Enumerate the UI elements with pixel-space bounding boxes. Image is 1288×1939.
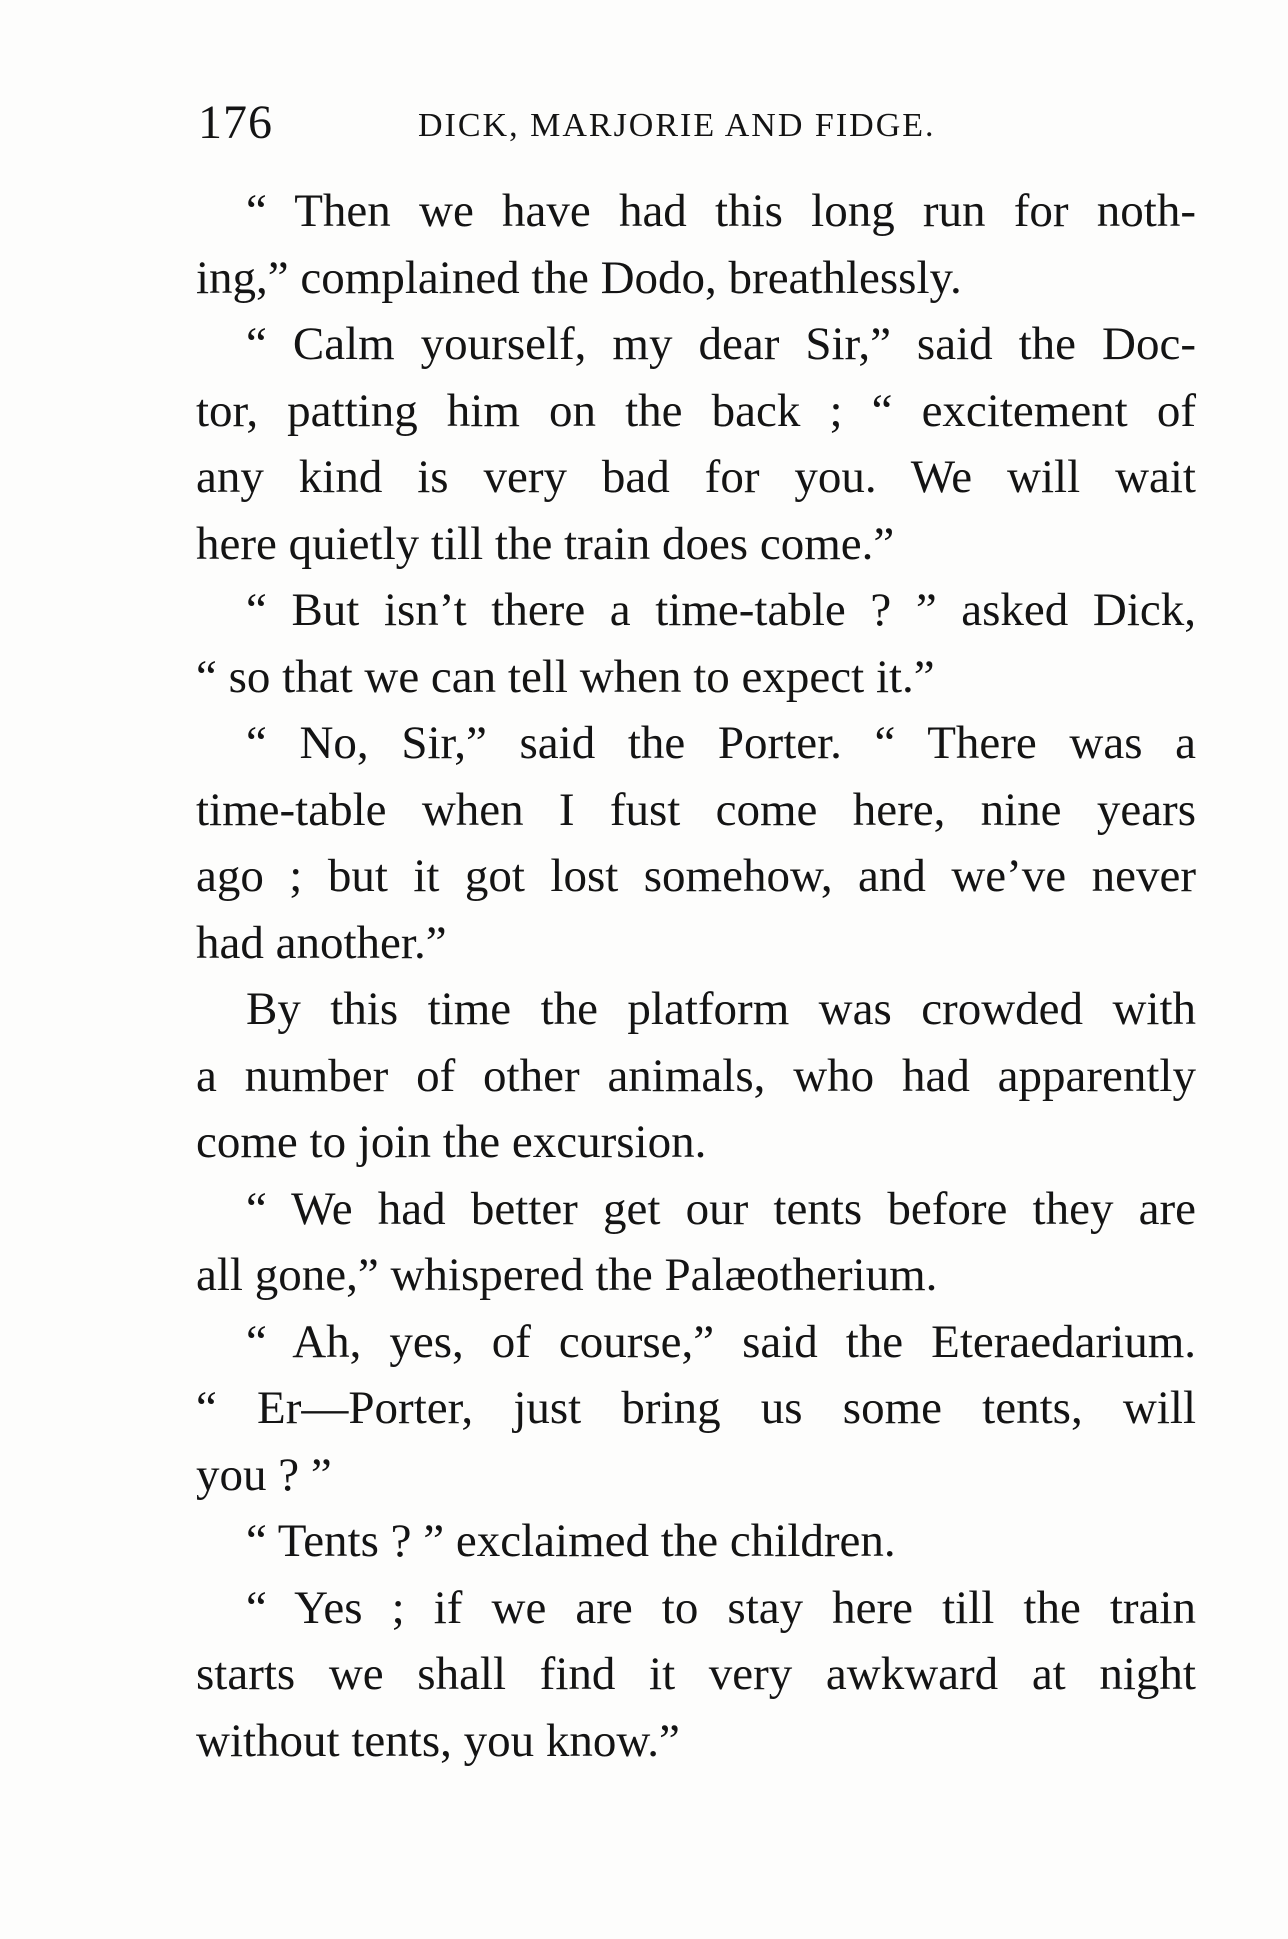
- text-line: “ We had better get our tents before they are: [246, 1182, 1196, 1235]
- text-line: come to join the excursion.: [196, 1116, 707, 1168]
- text-line: any kind is very bad for you. We will wait: [196, 451, 1196, 503]
- text-line: all gone,” whispered the Palæotherium.: [196, 1249, 938, 1301]
- text-line: By this time the platform was crowded with: [246, 983, 1196, 1035]
- text-line: “ No, Sir,” said the Porter. “ There was a: [246, 717, 1196, 769]
- text-line: “ But isn’t there a time-table ? ” asked Dick,: [246, 584, 1196, 636]
- page-header: [198, 96, 1198, 150]
- text-line: “ Then we have had this long run for noth-: [246, 185, 1196, 237]
- running-title: DICK, MARJORIE AND FIDGE.: [418, 107, 936, 144]
- text-line: “ Ah, yes, of course,” said the Eteraedarium.: [246, 1315, 1196, 1368]
- text-line: ago ; but it got lost somehow, and we’ve never: [196, 850, 1196, 902]
- text-line: “ so that we can tell when to expect it.”: [196, 650, 935, 703]
- text-line: here quietly till the train does come.”: [196, 517, 895, 570]
- text-line: “ Yes ; if we are to stay here till the train: [246, 1581, 1196, 1634]
- text-line: without tents, you know.”: [196, 1714, 680, 1767]
- text-line: “ Er—Porter, just bring us some tents, will: [196, 1382, 1196, 1434]
- text-line: starts we shall find it very awkward at night: [196, 1648, 1196, 1700]
- body-text: [196, 178, 1196, 1774]
- text-line: time-table when I fust come here, nine years: [196, 783, 1196, 836]
- text-line: “ Calm yourself, my dear Sir,” said the Doc-: [246, 318, 1196, 370]
- text-line: “ Tents ? ” exclaimed the children.: [246, 1515, 896, 1567]
- page-number: 176: [198, 96, 273, 149]
- text-line: a number of other animals, who had apparently: [196, 1049, 1196, 1102]
- text-line: you ? ”: [196, 1448, 332, 1501]
- text-line: tor, patting him on the back ; “ excitement of: [196, 384, 1196, 437]
- text-line: had another.”: [196, 916, 447, 969]
- text-line: ing,” complained the Dodo, breathlessly.: [196, 251, 962, 304]
